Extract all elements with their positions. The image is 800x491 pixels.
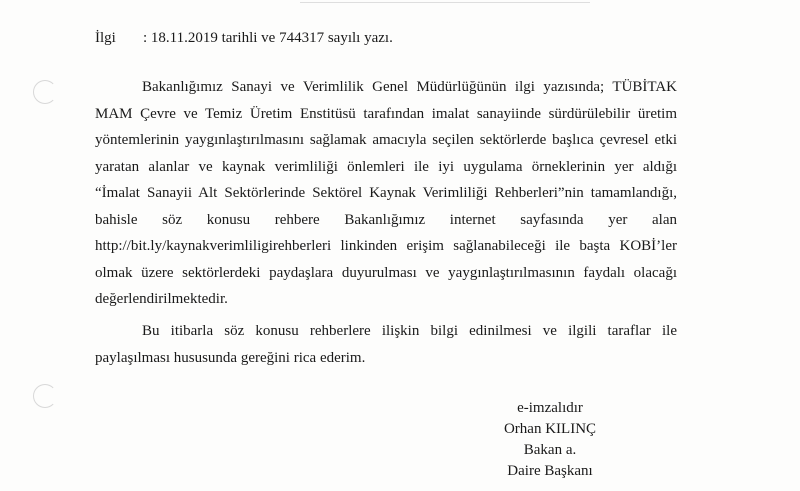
paragraph-line: MAM Çevre ve Temiz Üretim Enstitüsü tarafından imalat sanayiinde sürdürülebilir üretim	[95, 105, 677, 122]
signature-status: e-imzalıdır	[517, 400, 583, 416]
paragraph-line: http://bit.ly/kaynakverimliligirehberleri linkinden erişim sağlanabileceği ile başta KOBİ’ler	[95, 238, 677, 254]
reference-text: : 18.11.2019 tarihli ve 744317 sayılı yazı.	[143, 30, 393, 46]
signature-on-behalf: Bakan a.	[523, 442, 577, 458]
binder-hole-bottom	[33, 384, 57, 408]
paragraph-line: “İmalat Sanayii Alt Sektörlerinde Sektörel Kaynak Verimliliği Rehberleri”nin tamamlandığı,	[95, 185, 677, 201]
paragraph-main	[95, 74, 677, 313]
page-top-edge	[300, 0, 590, 3]
paragraph-request	[95, 318, 677, 371]
paragraph-line: Bu itibarla söz konusu rehberlere ilişkin bilgi edinilmesi ve ilgili taraflar ile	[142, 323, 677, 339]
paragraph-line: yaratan alanlar ve kaynak verimliliği önlemleri ile iyi uygulama örneklerinin yer aldığı	[95, 158, 677, 175]
paragraph-line: paylaşılması hususunda gereğini rica ederim.	[95, 349, 366, 366]
paragraph-line: olmak üzere sektörlerdeki paydaşlara duyurulması ve yaygınlaştırılmasının faydalı olacağı	[95, 264, 677, 281]
signature-name: Orhan KILINÇ	[503, 421, 597, 437]
paragraph-line: yöntemlerinin yaygınlaştırılmasını sağlamak amacıyla seçilen sektörlerde başlıca çevresel etki	[95, 132, 677, 148]
signature-block	[490, 398, 610, 482]
paragraph-line: Bakanlığımız Sanayi ve Verimlilik Genel Müdürlüğünün ilgi yazısında; TÜBİTAK	[142, 79, 677, 95]
signature-title: Daire Başkanı	[507, 463, 593, 479]
reference-label: İlgi	[95, 30, 116, 46]
paragraph-line: değerlendirilmektedir.	[95, 291, 228, 307]
reference-line	[95, 30, 393, 47]
paragraph-line: bahisle söz konusu rehbere Bakanlığımız internet sayfasında yer alan	[95, 211, 677, 228]
binder-hole-top	[33, 80, 57, 104]
